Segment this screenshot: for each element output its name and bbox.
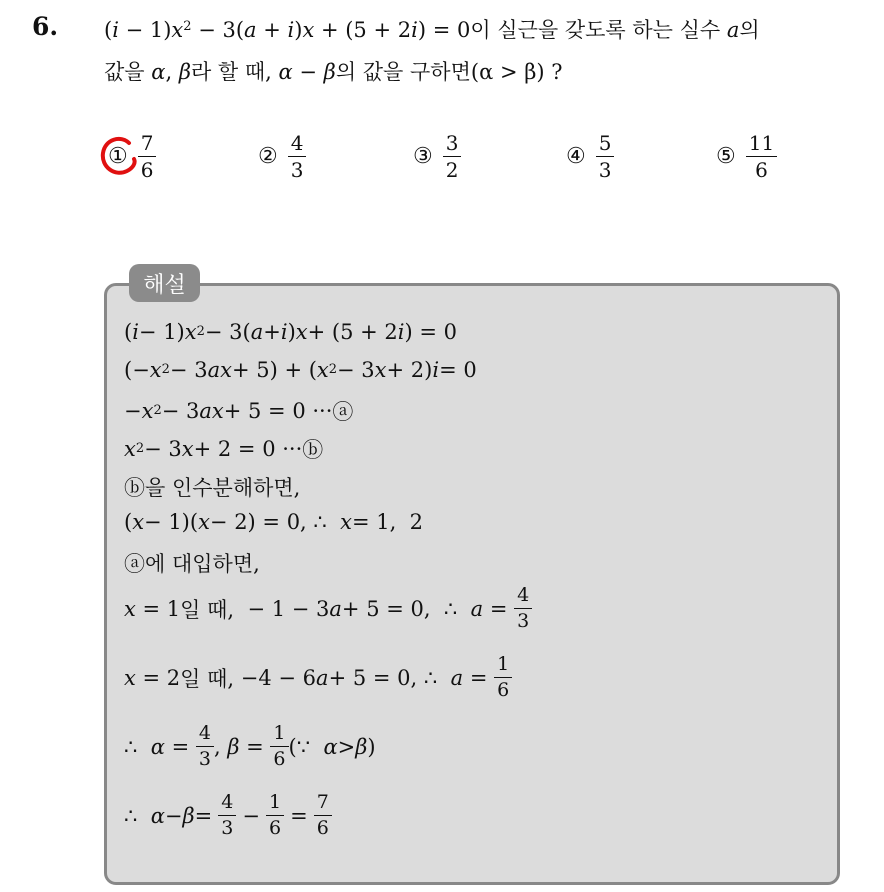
choice-2[interactable] — [258, 133, 306, 180]
solution-line-3: − x 2 − 3 ax + 5 = 0 ··· ⓐ — [124, 396, 353, 426]
question-condition: (α > β) ? — [470, 60, 563, 84]
question-number: 6. — [32, 12, 59, 41]
choice-5-fraction: $\frac{11}{6}$ — [746, 133, 777, 180]
solution-line-4: x 2 − 3 x + 2 = 0 ··· ⓑ — [124, 434, 323, 464]
therefore-symbol: ∴ — [313, 510, 327, 534]
choice-3-marker: ③ — [413, 144, 433, 169]
solution-line-7 — [124, 548, 260, 578]
choice-4[interactable] — [566, 133, 614, 180]
because-symbol: ∵ — [296, 734, 311, 759]
choice-5-marker: ⑤ — [716, 144, 736, 169]
choice-3[interactable] — [413, 133, 461, 180]
therefore-symbol-2: ∴ — [443, 596, 458, 621]
therefore-symbol-3: ∴ — [423, 665, 438, 690]
choice-4-fraction: $\frac{5}{3}$ — [596, 133, 615, 180]
choice-4-marker: ④ — [566, 144, 586, 169]
solution-line-6: ( x − 1)( x − 2) = 0, ∴ x = 1, 2 — [124, 510, 424, 534]
factor-text: 을 인수분해하면, — [145, 476, 301, 500]
circled-b-ref: ⓑ — [124, 476, 145, 500]
solution-line-2: (− x 2 − 3 ax + 5) + ( x 2 − 3 x + 2) i = 0 — [124, 358, 477, 382]
solution-line-11: ∴ α − β = $\frac{4}{3}$ − $\frac{1}{6}$ = $\frac{7}{6}$ — [124, 793, 332, 838]
substitute-text: 에 대입하면, — [145, 552, 260, 576]
question-text-of: 의 — [739, 18, 760, 42]
choice-1-fraction: $\frac{7}{6}$ — [138, 133, 157, 180]
choice-5[interactable] — [716, 133, 777, 180]
circled-a-ref: ⓐ — [124, 552, 145, 576]
question-text-find: 의 값을 구하면 — [335, 60, 471, 84]
solution-line-9: x = 2 일 때, −4 − 6 a + 5 = 0, ∴ a = $\frac{1}{6}$ — [124, 655, 512, 700]
therefore-symbol-5: ∴ — [124, 803, 138, 828]
solution-line-1: ( i − 1) x 2 − 3( a + i ) x + (5 + 2 i ) = 0 — [124, 320, 457, 344]
when-text-1: 일 때, — [180, 597, 235, 622]
choice-3-fraction: $\frac{3}{2}$ — [443, 133, 462, 180]
circled-a: ⓐ — [332, 400, 354, 424]
question-text-value: 값을 — [104, 60, 145, 84]
when-text-2: 일 때, — [180, 666, 235, 691]
solution-line-10: ∴ α = $\frac{4}{3}$ , β = $\frac{1}{6}$ ( ∵ α > β ) — [124, 722, 376, 770]
choice-1-marker: ① — [108, 144, 128, 169]
solution-label: 해설 — [129, 264, 200, 302]
question-text-real-root: 이 실근을 갖도록 하는 실수 — [470, 18, 721, 42]
choice-2-fraction: $\frac{4}{3}$ — [288, 133, 307, 180]
solution-line-8: x = 1 일 때, − 1 − 3 a + 5 = 0, ∴ a = $\frac{4}{3}$ — [124, 586, 532, 631]
question-text-ra: 라 할 때, — [190, 60, 272, 84]
red-circle-mark-icon — [99, 133, 139, 179]
therefore-symbol-4: ∴ — [124, 734, 138, 759]
question-line-1: $(i - 1)x^2 - 3(a + i)x + (5 + 2i) = 0$이 실근을 갖도록 하는 실수 a의 — [104, 18, 760, 42]
choice-2-marker: ② — [258, 144, 278, 169]
circled-b: ⓑ — [302, 438, 324, 462]
solution-line-5 — [124, 472, 300, 502]
question-line-2: 값을 α, β라 할 때, α − β의 값을 구하면(α > β) ? — [104, 60, 563, 84]
